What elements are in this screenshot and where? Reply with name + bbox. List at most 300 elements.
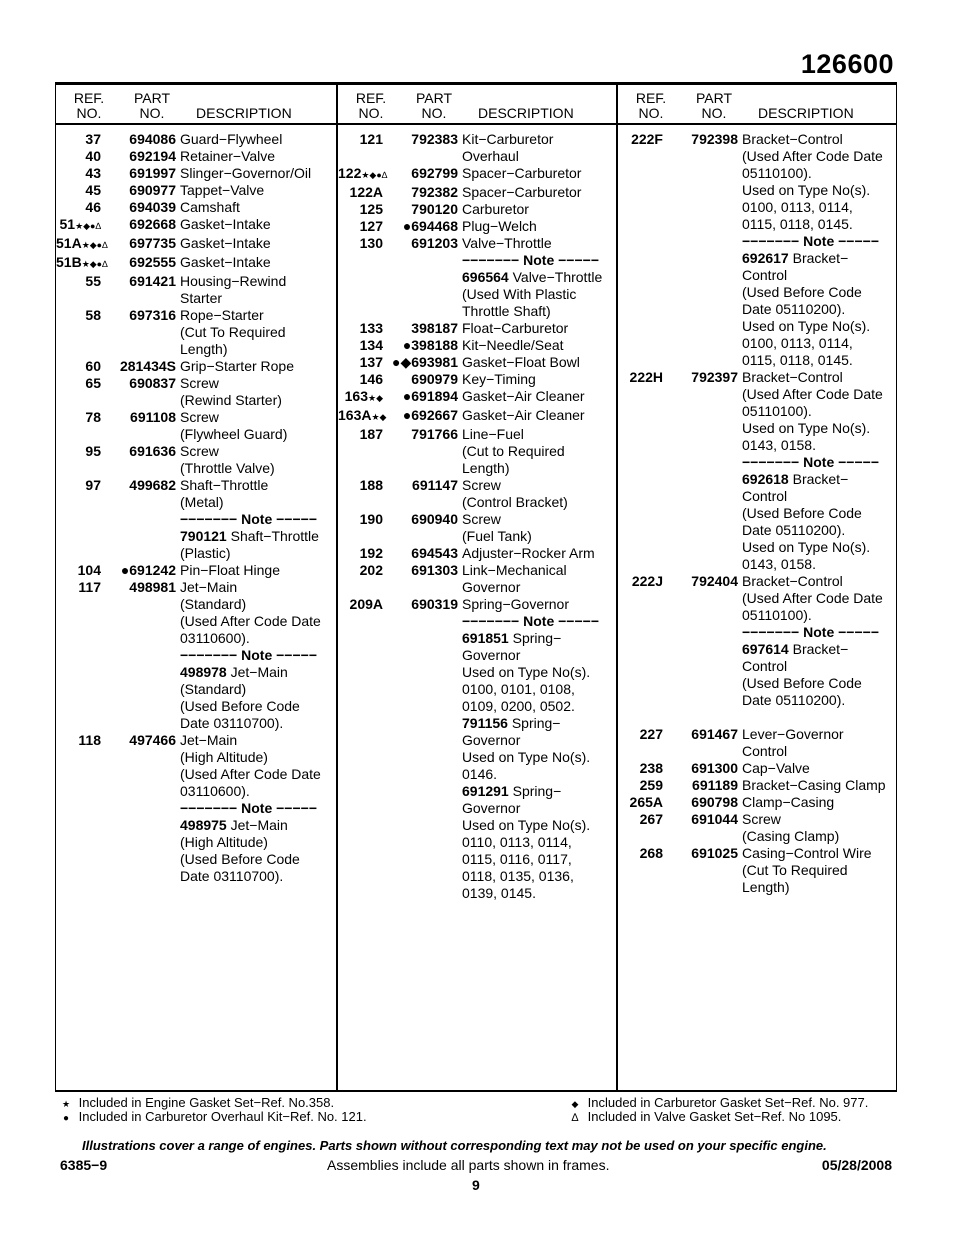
part-number bbox=[383, 698, 458, 715]
part-description: Screw bbox=[462, 477, 501, 493]
part-description: −−−−−−− Note −−−−− bbox=[180, 647, 317, 663]
part-description: (Cut to Required bbox=[462, 443, 565, 459]
part-number: 691147 bbox=[412, 477, 458, 493]
part-row-continuation bbox=[618, 471, 896, 488]
ref-number bbox=[618, 301, 663, 318]
alternate-part-number: 790121 bbox=[180, 528, 227, 544]
part-description: Governor bbox=[462, 732, 521, 748]
part-description: Jet−Main bbox=[180, 732, 238, 748]
part-number: 691203 bbox=[411, 235, 458, 251]
part-number: 697735 bbox=[129, 235, 176, 251]
ref-number: 137 bbox=[359, 354, 383, 370]
part-description: Jet−Main bbox=[180, 579, 238, 595]
part-description: 03110600). bbox=[180, 783, 250, 799]
alternate-part-number: 697614 bbox=[742, 641, 789, 657]
part-number: 691025 bbox=[691, 845, 738, 861]
part-row bbox=[338, 184, 617, 201]
ref-number bbox=[56, 868, 101, 885]
part-row bbox=[56, 375, 337, 392]
ref-number: 133 bbox=[359, 320, 383, 336]
ref-number: 122★◆●∆ bbox=[338, 165, 388, 181]
part-number: 691467 bbox=[691, 726, 738, 742]
part-number: 792397 bbox=[691, 369, 738, 385]
part-number bbox=[101, 392, 176, 409]
description-header: DESCRIPTION bbox=[758, 105, 854, 121]
part-number bbox=[663, 743, 738, 760]
part-description: Bracket−Control bbox=[742, 573, 843, 589]
part-description: (Cut To Required bbox=[742, 862, 848, 878]
part-description: 692618 Bracket− bbox=[742, 471, 849, 487]
ref-number: 40 bbox=[85, 148, 101, 164]
part-number bbox=[383, 579, 458, 596]
ref-number: 265A bbox=[629, 794, 663, 810]
part-description: Bracket−Control bbox=[742, 369, 843, 385]
part-row bbox=[618, 794, 896, 811]
part-row bbox=[56, 579, 337, 596]
ref-number bbox=[56, 681, 101, 698]
part-row-continuation bbox=[56, 817, 337, 834]
part-row-continuation bbox=[56, 460, 337, 477]
part-row bbox=[56, 182, 337, 199]
footnote-dot bbox=[57, 1110, 367, 1126]
ref-header: REF. NO. bbox=[355, 90, 387, 121]
ref-number: 134 bbox=[359, 337, 383, 353]
part-row-continuation bbox=[618, 301, 896, 318]
part-row-continuation bbox=[338, 443, 617, 460]
ref-number bbox=[56, 392, 101, 409]
part-row bbox=[56, 477, 337, 494]
part-row-continuation bbox=[56, 834, 337, 851]
footnote-text: Included in Engine Gasket Set−Ref. No.358. bbox=[78, 1095, 335, 1110]
part-row-continuation bbox=[618, 403, 896, 420]
part-row-continuation bbox=[56, 868, 337, 885]
part-row-continuation bbox=[56, 511, 337, 528]
kit-symbols: ★◆●∆ bbox=[81, 259, 108, 269]
part-description: 0146. bbox=[462, 766, 498, 782]
part-description: Control bbox=[742, 267, 788, 283]
part-row bbox=[338, 426, 617, 443]
ref-number: 222F bbox=[631, 131, 663, 147]
ref-number bbox=[618, 828, 663, 845]
part-row-continuation bbox=[56, 392, 337, 409]
ref-number bbox=[338, 303, 383, 320]
part-number: 792383 bbox=[411, 131, 458, 147]
part-description: Rope−Starter bbox=[180, 307, 264, 323]
ref-number bbox=[56, 341, 101, 358]
ref-number bbox=[618, 658, 663, 675]
part-number bbox=[383, 766, 458, 783]
ref-number: 122A bbox=[349, 184, 383, 200]
part-number: ●692667 bbox=[402, 407, 458, 423]
part-description: (Used Before Code bbox=[742, 284, 862, 300]
delta-icon: ∆ bbox=[571, 1112, 579, 1124]
part-header: PART NO. bbox=[695, 90, 733, 121]
part-number bbox=[383, 269, 458, 286]
part-description: Date 05110200). bbox=[742, 522, 846, 538]
part-row-continuation bbox=[56, 528, 337, 545]
part-description: Governor bbox=[462, 800, 521, 816]
part-description: Gasket−Air Cleaner bbox=[462, 407, 585, 423]
part-number: 790120 bbox=[411, 201, 458, 217]
part-description: Date 03110700). bbox=[180, 715, 284, 731]
part-number bbox=[383, 613, 458, 630]
part-row-continuation bbox=[56, 766, 337, 783]
ref-number: 163A★◆ bbox=[338, 407, 387, 423]
ref-number bbox=[56, 494, 101, 511]
part-description: Lever−Governor bbox=[742, 726, 844, 742]
part-description: Line−Fuel bbox=[462, 426, 524, 442]
part-number: 281434S bbox=[119, 358, 176, 374]
part-row-continuation bbox=[618, 556, 896, 573]
part-row bbox=[618, 573, 896, 590]
part-description: Used on Type No(s). bbox=[742, 539, 871, 555]
part-description: Housing−Rewind bbox=[180, 273, 287, 289]
kit-symbols: ★◆ bbox=[368, 393, 383, 403]
ref-number bbox=[618, 522, 663, 539]
part-number bbox=[383, 715, 458, 732]
part-row bbox=[618, 777, 896, 794]
part-description: −−−−−−− Note −−−−− bbox=[180, 511, 317, 527]
part-row bbox=[338, 201, 617, 218]
part-number: 792382 bbox=[411, 184, 458, 200]
part-row-continuation bbox=[618, 624, 896, 641]
ref-number bbox=[56, 613, 101, 630]
part-description: −−−−−−− Note −−−−− bbox=[742, 233, 879, 249]
ref-number bbox=[338, 494, 383, 511]
part-number bbox=[101, 596, 176, 613]
part-description: 498978 Jet−Main bbox=[180, 664, 288, 680]
part-row-continuation bbox=[618, 522, 896, 539]
part-number: 691044 bbox=[691, 811, 738, 827]
ref-number bbox=[56, 460, 101, 477]
part-description: Governor bbox=[462, 579, 521, 595]
part-number bbox=[663, 454, 738, 471]
part-number bbox=[101, 698, 176, 715]
alternate-part-number: 692617 bbox=[742, 250, 789, 266]
part-row-continuation bbox=[338, 834, 617, 851]
part-description: 0100, 0113, 0114, bbox=[742, 199, 853, 215]
part-row-continuation bbox=[56, 613, 337, 630]
part-number bbox=[101, 494, 176, 511]
part-row-continuation bbox=[56, 426, 337, 443]
page-number: 9 bbox=[472, 1177, 480, 1193]
ref-number bbox=[338, 613, 383, 630]
part-description: Key−Timing bbox=[462, 371, 536, 387]
ref-number bbox=[56, 698, 101, 715]
ref-number bbox=[338, 885, 383, 902]
part-row-continuation bbox=[618, 743, 896, 760]
part-row bbox=[618, 811, 896, 828]
part-row-continuation bbox=[618, 216, 896, 233]
part-description: (Used After Code Date bbox=[180, 766, 321, 782]
part-description: (Used After Code Date bbox=[180, 613, 321, 629]
part-number bbox=[383, 783, 458, 800]
part-row-continuation bbox=[618, 284, 896, 301]
ref-number bbox=[338, 252, 383, 269]
ref-number: 222J bbox=[631, 573, 663, 589]
part-number bbox=[383, 800, 458, 817]
publication-date: 05/28/2008 bbox=[821, 1157, 892, 1173]
part-description: 790121 Shaft−Throttle bbox=[180, 528, 319, 544]
part-number: 691303 bbox=[411, 562, 458, 578]
alternate-part-number: 692618 bbox=[742, 471, 789, 487]
part-row-continuation bbox=[56, 664, 337, 681]
part-description: (High Altitude) bbox=[180, 834, 268, 850]
part-row bbox=[618, 845, 896, 862]
part-row-continuation bbox=[618, 590, 896, 607]
part-row-continuation bbox=[338, 664, 617, 681]
parts-column-1 bbox=[56, 85, 337, 1090]
part-number: 692668 bbox=[129, 216, 176, 232]
part-row bbox=[338, 562, 617, 579]
part-description: (Used Before Code bbox=[742, 675, 862, 691]
part-number bbox=[663, 505, 738, 522]
ref-number bbox=[56, 545, 101, 562]
alternate-part-number: 691851 bbox=[462, 630, 509, 646]
part-description: Length) bbox=[742, 879, 790, 895]
part-row-continuation bbox=[618, 250, 896, 267]
ref-number: 127 bbox=[359, 218, 383, 234]
part-description: Retainer−Valve bbox=[180, 148, 276, 164]
ref-number bbox=[56, 630, 101, 647]
part-description: Control bbox=[742, 658, 788, 674]
part-description: Screw bbox=[180, 375, 219, 391]
part-description: 0143, 0158. bbox=[742, 437, 816, 453]
ref-number: 209A bbox=[349, 596, 383, 612]
part-number: 690977 bbox=[129, 182, 176, 198]
part-number: 690979 bbox=[411, 371, 458, 387]
part-description: (Used Before Code bbox=[180, 698, 300, 714]
parts-table bbox=[55, 82, 897, 1092]
part-number bbox=[101, 647, 176, 664]
part-number: 691108 bbox=[130, 409, 176, 425]
part-row-continuation bbox=[338, 630, 617, 647]
part-number bbox=[663, 335, 738, 352]
part-description: 498975 Jet−Main bbox=[180, 817, 288, 833]
alternate-part-number: 498978 bbox=[180, 664, 227, 680]
part-description: Bracket−Control bbox=[742, 131, 843, 147]
ref-number: 163★◆ bbox=[344, 388, 383, 404]
part-description: 691851 Spring− bbox=[462, 630, 562, 646]
part-description: 05110100). bbox=[742, 165, 812, 181]
ref-number bbox=[338, 528, 383, 545]
parts-column-3 bbox=[616, 85, 896, 1090]
description-header: DESCRIPTION bbox=[196, 105, 292, 121]
ref-number: 268 bbox=[639, 845, 663, 861]
part-description: Screw bbox=[180, 409, 219, 425]
part-description: Link−Mechanical bbox=[462, 562, 567, 578]
part-description: −−−−−−− Note −−−−− bbox=[742, 454, 879, 470]
part-number bbox=[383, 460, 458, 477]
part-number bbox=[101, 545, 176, 562]
kit-symbols: ★◆●∆ bbox=[361, 170, 388, 180]
ref-number: 104 bbox=[77, 562, 101, 578]
part-number bbox=[663, 539, 738, 556]
part-number bbox=[383, 749, 458, 766]
part-number bbox=[663, 267, 738, 284]
part-description: Adjuster−Rocker Arm bbox=[462, 545, 595, 561]
part-number bbox=[101, 613, 176, 630]
part-row bbox=[338, 337, 617, 354]
part-row bbox=[338, 320, 617, 337]
part-number bbox=[663, 165, 738, 182]
part-description: Governor bbox=[462, 647, 521, 663]
ref-number bbox=[618, 386, 663, 403]
part-row bbox=[56, 273, 337, 290]
part-description: (Used After Code Date bbox=[742, 148, 883, 164]
part-description: −−−−−−− Note −−−−− bbox=[462, 613, 599, 629]
part-number bbox=[663, 284, 738, 301]
part-number bbox=[663, 658, 738, 675]
column-header bbox=[618, 85, 896, 125]
part-row-continuation bbox=[56, 681, 337, 698]
part-row-continuation bbox=[618, 420, 896, 437]
ref-number bbox=[338, 868, 383, 885]
part-number: 697316 bbox=[129, 307, 176, 323]
part-row bbox=[56, 358, 337, 375]
part-number bbox=[383, 443, 458, 460]
part-description: Cap−Valve bbox=[742, 760, 810, 776]
part-description: Screw bbox=[742, 811, 781, 827]
part-description: Clamp−Casing bbox=[742, 794, 835, 810]
part-number bbox=[101, 664, 176, 681]
part-row-continuation bbox=[338, 286, 617, 303]
part-number bbox=[663, 437, 738, 454]
ref-number bbox=[56, 783, 101, 800]
part-description: Tappet−Valve bbox=[180, 182, 265, 198]
row-spacer bbox=[618, 709, 896, 726]
part-row-continuation bbox=[618, 335, 896, 352]
ref-number: 146 bbox=[359, 371, 383, 387]
ref-number: 97 bbox=[85, 477, 101, 493]
part-row bbox=[338, 131, 617, 148]
ref-number bbox=[618, 250, 663, 267]
part-number: 691189 bbox=[692, 777, 738, 793]
part-number bbox=[663, 624, 738, 641]
ref-number: 130 bbox=[359, 235, 383, 251]
part-number: 499682 bbox=[129, 477, 176, 493]
part-description: 0100, 0101, 0108, bbox=[462, 681, 575, 697]
part-description: Throttle Shaft) bbox=[462, 303, 551, 319]
part-description: −−−−−−− Note −−−−− bbox=[742, 624, 879, 640]
part-description: 0139, 0145. bbox=[462, 885, 536, 901]
part-description: Shaft−Throttle bbox=[180, 477, 269, 493]
part-number bbox=[383, 817, 458, 834]
part-row-continuation bbox=[618, 879, 896, 896]
ref-number bbox=[338, 834, 383, 851]
ref-number bbox=[338, 817, 383, 834]
ref-number bbox=[338, 749, 383, 766]
part-description: (Flywheel Guard) bbox=[180, 426, 288, 442]
part-number bbox=[663, 386, 738, 403]
part-row bbox=[56, 254, 337, 273]
part-row bbox=[618, 726, 896, 743]
ref-number bbox=[618, 437, 663, 454]
part-number bbox=[663, 233, 738, 250]
ref-number bbox=[56, 324, 101, 341]
part-description: (Used After Code Date bbox=[742, 590, 883, 606]
part-number bbox=[101, 681, 176, 698]
part-row-continuation bbox=[338, 269, 617, 286]
ref-number bbox=[618, 488, 663, 505]
kit-symbols: ★◆●∆ bbox=[75, 221, 101, 231]
part-row bbox=[56, 131, 337, 148]
part-number bbox=[101, 851, 176, 868]
ref-number bbox=[56, 749, 101, 766]
star-icon: ★ bbox=[61, 1099, 71, 1109]
part-number: ●691894 bbox=[402, 388, 458, 404]
part-number bbox=[101, 324, 176, 341]
part-description: Length) bbox=[462, 460, 510, 476]
part-number bbox=[663, 182, 738, 199]
ref-number bbox=[338, 698, 383, 715]
part-number bbox=[663, 471, 738, 488]
ref-number bbox=[338, 148, 383, 165]
part-description: 03110600). bbox=[180, 630, 250, 646]
model-number-title: 126600 bbox=[800, 49, 894, 79]
ref-number bbox=[56, 426, 101, 443]
part-number bbox=[101, 630, 176, 647]
part-number bbox=[101, 460, 176, 477]
part-row-continuation bbox=[618, 352, 896, 369]
part-number bbox=[663, 675, 738, 692]
part-row bbox=[56, 307, 337, 324]
part-row bbox=[338, 235, 617, 252]
alternate-part-number: 791156 bbox=[462, 715, 508, 731]
ref-number bbox=[56, 528, 101, 545]
part-row-continuation bbox=[338, 303, 617, 320]
ref-number bbox=[56, 596, 101, 613]
part-description: Date 05110200). bbox=[742, 301, 846, 317]
part-header: PART NO. bbox=[415, 90, 453, 121]
part-number: ●691242 bbox=[120, 562, 176, 578]
ref-number bbox=[618, 335, 663, 352]
ref-number bbox=[338, 715, 383, 732]
part-description: Grip−Starter Rope bbox=[180, 358, 294, 374]
ref-number: 118 bbox=[78, 732, 101, 748]
part-row bbox=[338, 596, 617, 613]
part-description: −−−−−−− Note −−−−− bbox=[180, 800, 317, 816]
part-row bbox=[618, 760, 896, 777]
part-number bbox=[101, 426, 176, 443]
ref-number bbox=[618, 233, 663, 250]
part-row-continuation bbox=[618, 386, 896, 403]
part-number bbox=[663, 420, 738, 437]
part-row bbox=[56, 562, 337, 579]
part-number bbox=[383, 252, 458, 269]
part-row-continuation bbox=[338, 715, 617, 732]
part-description: 696564 Valve−Throttle bbox=[462, 269, 603, 285]
part-description: Bracket−Casing Clamp bbox=[742, 777, 886, 793]
part-row-continuation bbox=[338, 800, 617, 817]
ref-number: 117 bbox=[78, 579, 101, 595]
part-row-continuation bbox=[338, 460, 617, 477]
part-row bbox=[338, 388, 617, 407]
column-header bbox=[56, 85, 337, 125]
part-number bbox=[663, 318, 738, 335]
part-row-continuation bbox=[618, 862, 896, 879]
part-description: Spacer−Carburetor bbox=[462, 165, 582, 181]
part-number bbox=[663, 522, 738, 539]
dot-icon: ● bbox=[62, 1113, 70, 1124]
part-number: 690319 bbox=[411, 596, 458, 612]
ref-number: 45 bbox=[85, 182, 101, 198]
part-row-continuation bbox=[618, 692, 896, 709]
ref-header: REF. NO. bbox=[635, 90, 667, 121]
part-number bbox=[101, 783, 176, 800]
part-description: (Used After Code Date bbox=[742, 386, 883, 402]
part-number bbox=[101, 290, 176, 307]
